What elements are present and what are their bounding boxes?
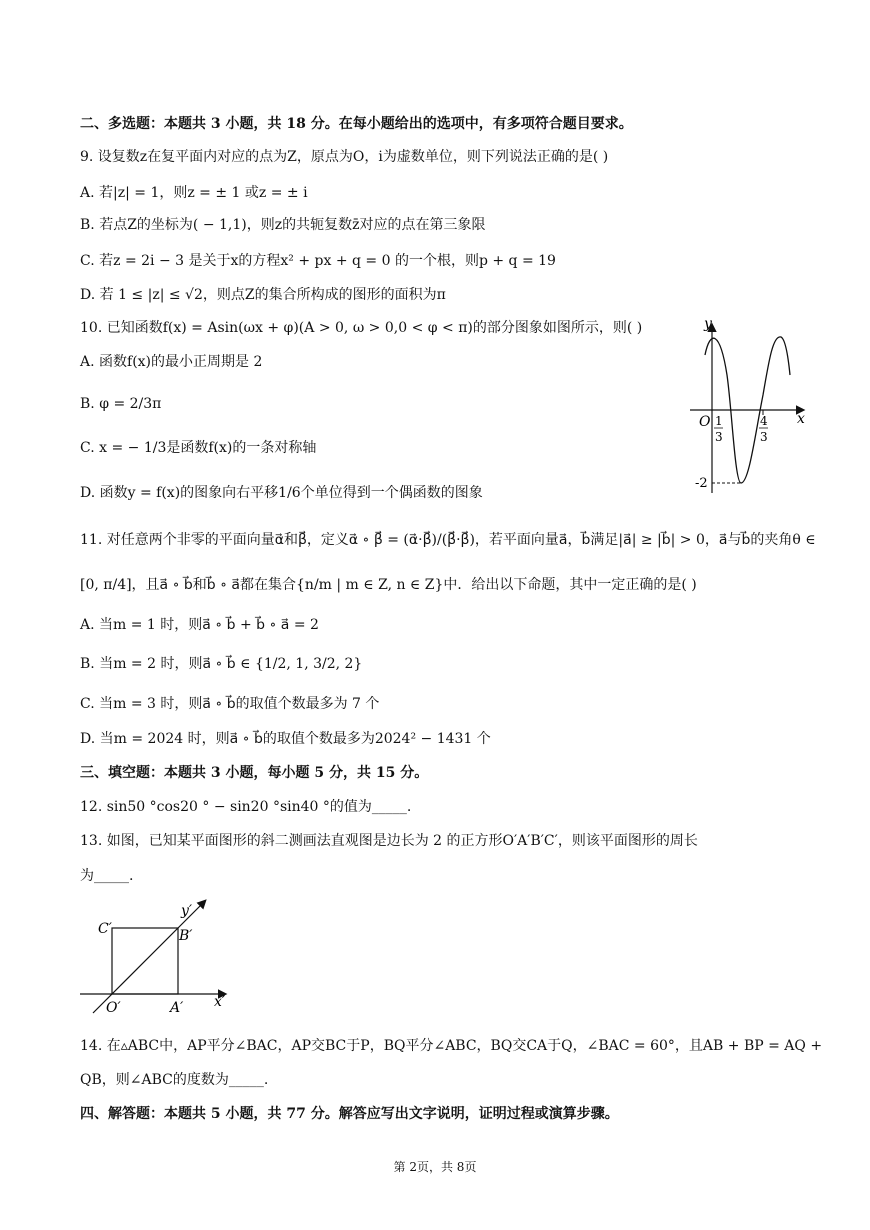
q13-line2: 为_____. [80,868,134,884]
label-c-prime: C′ [98,921,112,937]
section-solution-heading: 四、解答题：本题共 5 小题，共 77 分。解答应写出文字说明，证明过程或演算步骤。 [80,1106,619,1122]
q11-option-b: B. 当m = 2 时，则a⃗ ∘ b⃗ ∈ {1/2, 1, 3/2, 2} [80,656,363,672]
q10-sine-graph [685,315,810,495]
tick-one-third-num: 1 [715,414,723,428]
q9-option-c: C. 若z = 2i − 3 是关于x的方程x² + px + q = 0 的一个根，则p + q = 19 [80,253,556,269]
q12-text: 12. sin50 °cos20 ° − sin20 °sin40 °的值为_____. [80,799,412,815]
q14-line2: QB，则∠ABC的度数为_____. [80,1072,269,1088]
label-b-prime: B′ [179,928,193,944]
label-o-prime: O′ [106,1000,121,1016]
q9-option-d: D. 若 1 ≤ |z| ≤ √2，则点Z的集合所构成的图形的面积为π [80,287,446,303]
q9-option-b: B. 若点Z的坐标为( − 1,1)，则z的共轭复数z̄对应的点在第三象限 [80,217,486,233]
page-footer: 第 2页，共 8页 [393,1160,477,1174]
label-x-prime: x′ [214,994,226,1010]
q9-stem: 9. 设复数z在复平面内对应的点为Z，原点为O，i为虚数单位，则下列说法正确的是( ) [80,149,609,165]
q11-line1: 11. 对任意两个非零的平面向量α⃗和β⃗，定义α⃗ ∘ β⃗ = (α⃗·β⃗)/(β⃗·β⃗)，若平面向量a⃗，b⃗满足|a⃗| ≥ |b⃗| > 0，a⃗与b⃗的夹角θ ∈ [80,532,816,548]
y-axis-label: y [704,316,712,332]
label-a-prime: A′ [170,1000,184,1016]
section-multiple-choice-heading: 二、多选题：本题共 3 小题，共 18 分。在每小题给出的选项中，有多项符合题目要求。 [80,116,633,132]
q9-option-a: A. 若|z| = 1，则z = ± 1 或z = ± i [80,185,308,201]
origin-label: O [699,414,711,430]
tick-four-thirds-num: 4 [760,414,768,428]
q13-oblique-square-figure [75,893,240,1023]
q10-option-c: C. x = − 1/3是函数f(x)的一条对称轴 [80,440,317,456]
q14-line1: 14. 在▵ABC中，AP平分∠BAC，AP交BC于P，BQ平分∠ABC，BQ交CA于Q，∠BAC = 60°，且AB + BP = AQ + [80,1038,823,1054]
q11-option-a: A. 当m = 1 时，则a⃗ ∘ b⃗ + b⃗ ∘ a⃗ = 2 [80,617,319,633]
tick-four-thirds-den: 3 [760,430,768,444]
label-y-prime: y′ [181,903,193,919]
q10-option-a: A. 函数f(x)的最小正周期是 2 [80,354,263,370]
min-value-label: -2 [695,476,708,491]
tick-one-third-den: 3 [715,430,723,444]
q11-option-c: C. 当m = 3 时，则a⃗ ∘ b⃗的取值个数最多为 7 个 [80,696,380,712]
q11-line2: [0, π/4]，且a⃗ ∘ b⃗和b⃗ ∘ a⃗都在集合{n/m | m ∈ Z, n ∈ Z}中．给出以下命题，其中一定正确的是( ) [80,577,697,593]
q13-line1: 13. 如图，已知某平面图形的斜二测画法直观图是边长为 2 的正方形O′A′B′C′，则该平面图形的周长 [80,833,698,849]
x-axis-label: x [797,411,805,427]
q11-option-d: D. 当m = 2024 时，则a⃗ ∘ b⃗的取值个数最多为2024² − 1431 个 [80,731,491,747]
q10-stem: 10. 已知函数f(x) = Asin(ωx + φ)(A > 0, ω > 0,0 < φ < π)的部分图象如图所示，则( ) [80,320,643,336]
q10-option-d: D. 函数y = f(x)的图象向右平移1/6个单位得到一个偶函数的图象 [80,485,483,501]
section-fill-in-heading: 三、填空题：本题共 3 小题，每小题 5 分，共 15 分。 [80,765,429,781]
q10-option-b: B. φ = 2/3π [80,396,162,412]
